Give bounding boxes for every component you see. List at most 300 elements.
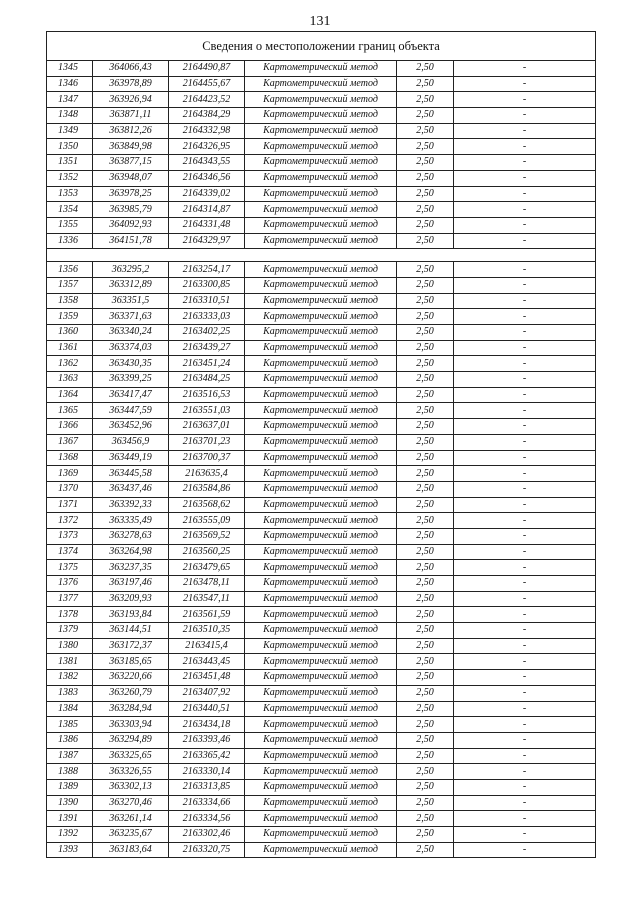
accuracy-cell: 2,50 bbox=[397, 434, 454, 450]
point-number-cell: 1372 bbox=[47, 513, 93, 529]
x-coordinate-cell: 363948,07 bbox=[93, 170, 169, 186]
table-row bbox=[47, 419, 596, 435]
method-cell: Картометрический метод bbox=[245, 277, 397, 293]
table-row bbox=[47, 372, 596, 388]
accuracy-cell: 2,50 bbox=[397, 372, 454, 388]
description-cell: - bbox=[454, 217, 596, 233]
x-coordinate-cell: 363392,33 bbox=[93, 497, 169, 513]
point-number-cell: 1378 bbox=[47, 607, 93, 623]
accuracy-cell: 2,50 bbox=[397, 466, 454, 482]
y-coordinate-cell: 2163334,66 bbox=[169, 795, 245, 811]
table-row bbox=[47, 233, 596, 249]
x-coordinate-cell: 364151,78 bbox=[93, 233, 169, 249]
point-number-cell: 1361 bbox=[47, 340, 93, 356]
method-cell: Картометрический метод bbox=[245, 419, 397, 435]
method-cell: Картометрический метод bbox=[245, 811, 397, 827]
boundary-coordinates-table bbox=[46, 31, 596, 858]
point-number-cell: 1374 bbox=[47, 544, 93, 560]
x-coordinate-cell: 363183,64 bbox=[93, 842, 169, 858]
accuracy-cell: 2,50 bbox=[397, 233, 454, 249]
accuracy-cell: 2,50 bbox=[397, 717, 454, 733]
accuracy-cell: 2,50 bbox=[397, 701, 454, 717]
y-coordinate-cell: 2163516,53 bbox=[169, 387, 245, 403]
table-row bbox=[47, 325, 596, 341]
method-cell: Картометрический метод bbox=[245, 466, 397, 482]
table-row bbox=[47, 685, 596, 701]
method-cell: Картометрический метод bbox=[245, 654, 397, 670]
table-row bbox=[47, 654, 596, 670]
y-coordinate-cell: 2163478,11 bbox=[169, 576, 245, 592]
point-number-cell: 1393 bbox=[47, 842, 93, 858]
table-row bbox=[47, 528, 596, 544]
method-cell: Картометрический метод bbox=[245, 685, 397, 701]
accuracy-cell: 2,50 bbox=[397, 748, 454, 764]
description-cell: - bbox=[454, 340, 596, 356]
table-row bbox=[47, 607, 596, 623]
y-coordinate-cell: 2164490,87 bbox=[169, 61, 245, 77]
table-row bbox=[47, 701, 596, 717]
x-coordinate-cell: 363437,46 bbox=[93, 481, 169, 497]
table-row bbox=[47, 356, 596, 372]
table-row bbox=[47, 717, 596, 733]
description-cell: - bbox=[454, 513, 596, 529]
y-coordinate-cell: 2163300,85 bbox=[169, 277, 245, 293]
method-cell: Картометрический метод bbox=[245, 764, 397, 780]
description-cell: - bbox=[454, 123, 596, 139]
method-cell: Картометрический метод bbox=[245, 513, 397, 529]
point-number-cell: 1376 bbox=[47, 576, 93, 592]
accuracy-cell: 2,50 bbox=[397, 497, 454, 513]
y-coordinate-cell: 2163333,03 bbox=[169, 309, 245, 325]
y-coordinate-cell: 2164326,95 bbox=[169, 139, 245, 155]
description-cell: - bbox=[454, 811, 596, 827]
x-coordinate-cell: 363261,14 bbox=[93, 811, 169, 827]
point-number-cell: 1379 bbox=[47, 623, 93, 639]
point-number-cell: 1392 bbox=[47, 827, 93, 843]
method-cell: Картометрический метод bbox=[245, 701, 397, 717]
description-cell: - bbox=[454, 155, 596, 171]
description-cell: - bbox=[454, 528, 596, 544]
x-coordinate-cell: 363197,46 bbox=[93, 576, 169, 592]
table-row bbox=[47, 513, 596, 529]
x-coordinate-cell: 363294,89 bbox=[93, 732, 169, 748]
method-cell: Картометрический метод bbox=[245, 434, 397, 450]
accuracy-cell: 2,50 bbox=[397, 576, 454, 592]
method-cell: Картометрический метод bbox=[245, 497, 397, 513]
method-cell: Картометрический метод bbox=[245, 481, 397, 497]
method-cell: Картометрический метод bbox=[245, 623, 397, 639]
y-coordinate-cell: 2163402,25 bbox=[169, 325, 245, 341]
y-coordinate-cell: 2164423,52 bbox=[169, 92, 245, 108]
table-row bbox=[47, 638, 596, 654]
y-coordinate-cell: 2163407,92 bbox=[169, 685, 245, 701]
method-cell: Картометрический метод bbox=[245, 217, 397, 233]
accuracy-cell: 2,50 bbox=[397, 591, 454, 607]
accuracy-cell: 2,50 bbox=[397, 732, 454, 748]
x-coordinate-cell: 363985,79 bbox=[93, 202, 169, 218]
accuracy-cell: 2,50 bbox=[397, 139, 454, 155]
method-cell: Картометрический метод bbox=[245, 528, 397, 544]
y-coordinate-cell: 2163637,01 bbox=[169, 419, 245, 435]
x-coordinate-cell: 363926,94 bbox=[93, 92, 169, 108]
description-cell: - bbox=[454, 544, 596, 560]
point-number-cell: 1358 bbox=[47, 293, 93, 309]
description-cell: - bbox=[454, 170, 596, 186]
x-coordinate-cell: 363374,03 bbox=[93, 340, 169, 356]
y-coordinate-cell: 2163330,14 bbox=[169, 764, 245, 780]
y-coordinate-cell: 2163551,03 bbox=[169, 403, 245, 419]
method-cell: Картометрический метод bbox=[245, 309, 397, 325]
table-row bbox=[47, 262, 596, 278]
method-cell: Картометрический метод bbox=[245, 779, 397, 795]
table-row bbox=[47, 779, 596, 795]
description-cell: - bbox=[454, 560, 596, 576]
method-cell: Картометрический метод bbox=[245, 403, 397, 419]
method-cell: Картометрический метод bbox=[245, 233, 397, 249]
accuracy-cell: 2,50 bbox=[397, 450, 454, 466]
accuracy-cell: 2,50 bbox=[397, 202, 454, 218]
method-cell: Картометрический метод bbox=[245, 576, 397, 592]
method-cell: Картометрический метод bbox=[245, 61, 397, 77]
method-cell: Картометрический метод bbox=[245, 92, 397, 108]
table-row bbox=[47, 277, 596, 293]
y-coordinate-cell: 2163561,59 bbox=[169, 607, 245, 623]
accuracy-cell: 2,50 bbox=[397, 779, 454, 795]
y-coordinate-cell: 2163415,4 bbox=[169, 638, 245, 654]
description-cell: - bbox=[454, 779, 596, 795]
boundary-table-container bbox=[46, 31, 595, 858]
point-number-cell: 1382 bbox=[47, 670, 93, 686]
accuracy-cell: 2,50 bbox=[397, 293, 454, 309]
method-cell: Картометрический метод bbox=[245, 139, 397, 155]
y-coordinate-cell: 2164329,97 bbox=[169, 233, 245, 249]
accuracy-cell: 2,50 bbox=[397, 325, 454, 341]
point-number-cell: 1349 bbox=[47, 123, 93, 139]
description-cell: - bbox=[454, 262, 596, 278]
description-cell: - bbox=[454, 764, 596, 780]
point-number-cell: 1353 bbox=[47, 186, 93, 202]
method-cell: Картометрический метод bbox=[245, 340, 397, 356]
x-coordinate-cell: 363284,94 bbox=[93, 701, 169, 717]
x-coordinate-cell: 363978,25 bbox=[93, 186, 169, 202]
point-number-cell: 1383 bbox=[47, 685, 93, 701]
accuracy-cell: 2,50 bbox=[397, 419, 454, 435]
point-number-cell: 1391 bbox=[47, 811, 93, 827]
description-cell: - bbox=[454, 827, 596, 843]
x-coordinate-cell: 363877,15 bbox=[93, 155, 169, 171]
table-row bbox=[47, 576, 596, 592]
x-coordinate-cell: 363456,9 bbox=[93, 434, 169, 450]
accuracy-cell: 2,50 bbox=[397, 827, 454, 843]
table-title: Сведения о местоположении границ объекта bbox=[47, 32, 596, 61]
method-cell: Картометрический метод bbox=[245, 748, 397, 764]
point-number-cell: 1363 bbox=[47, 372, 93, 388]
point-number-cell: 1336 bbox=[47, 233, 93, 249]
method-cell: Картометрический метод bbox=[245, 108, 397, 124]
point-number-cell: 1375 bbox=[47, 560, 93, 576]
method-cell: Картометрический метод bbox=[245, 202, 397, 218]
table-row bbox=[47, 764, 596, 780]
table-row bbox=[47, 387, 596, 403]
table-row bbox=[47, 811, 596, 827]
method-cell: Картометрический метод bbox=[245, 591, 397, 607]
point-number-cell: 1385 bbox=[47, 717, 93, 733]
table-row bbox=[47, 481, 596, 497]
y-coordinate-cell: 2164339,02 bbox=[169, 186, 245, 202]
description-cell: - bbox=[454, 233, 596, 249]
table-body bbox=[47, 32, 596, 858]
y-coordinate-cell: 2163440,51 bbox=[169, 701, 245, 717]
method-cell: Картометрический метод bbox=[245, 607, 397, 623]
accuracy-cell: 2,50 bbox=[397, 544, 454, 560]
accuracy-cell: 2,50 bbox=[397, 685, 454, 701]
accuracy-cell: 2,50 bbox=[397, 607, 454, 623]
accuracy-cell: 2,50 bbox=[397, 513, 454, 529]
table-row bbox=[47, 795, 596, 811]
x-coordinate-cell: 363185,65 bbox=[93, 654, 169, 670]
accuracy-cell: 2,50 bbox=[397, 764, 454, 780]
description-cell: - bbox=[454, 61, 596, 77]
table-row bbox=[47, 139, 596, 155]
point-number-cell: 1370 bbox=[47, 481, 93, 497]
y-coordinate-cell: 2164331,48 bbox=[169, 217, 245, 233]
description-cell: - bbox=[454, 795, 596, 811]
description-cell: - bbox=[454, 748, 596, 764]
accuracy-cell: 2,50 bbox=[397, 560, 454, 576]
description-cell: - bbox=[454, 309, 596, 325]
table-row bbox=[47, 61, 596, 77]
point-number-cell: 1366 bbox=[47, 419, 93, 435]
table-row bbox=[47, 309, 596, 325]
description-cell: - bbox=[454, 139, 596, 155]
table-row bbox=[47, 434, 596, 450]
description-cell: - bbox=[454, 325, 596, 341]
y-coordinate-cell: 2163302,46 bbox=[169, 827, 245, 843]
accuracy-cell: 2,50 bbox=[397, 387, 454, 403]
x-coordinate-cell: 363445,58 bbox=[93, 466, 169, 482]
accuracy-cell: 2,50 bbox=[397, 670, 454, 686]
table-row bbox=[47, 827, 596, 843]
x-coordinate-cell: 363144,51 bbox=[93, 623, 169, 639]
accuracy-cell: 2,50 bbox=[397, 108, 454, 124]
point-number-cell: 1384 bbox=[47, 701, 93, 717]
description-cell: - bbox=[454, 481, 596, 497]
accuracy-cell: 2,50 bbox=[397, 217, 454, 233]
x-coordinate-cell: 363340,24 bbox=[93, 325, 169, 341]
y-coordinate-cell: 2163547,11 bbox=[169, 591, 245, 607]
method-cell: Картометрический метод bbox=[245, 123, 397, 139]
y-coordinate-cell: 2163254,17 bbox=[169, 262, 245, 278]
y-coordinate-cell: 2164346,56 bbox=[169, 170, 245, 186]
accuracy-cell: 2,50 bbox=[397, 262, 454, 278]
y-coordinate-cell: 2163393,46 bbox=[169, 732, 245, 748]
x-coordinate-cell: 363449,19 bbox=[93, 450, 169, 466]
accuracy-cell: 2,50 bbox=[397, 309, 454, 325]
table-row bbox=[47, 217, 596, 233]
description-cell: - bbox=[454, 576, 596, 592]
y-coordinate-cell: 2163584,86 bbox=[169, 481, 245, 497]
x-coordinate-cell: 363452,96 bbox=[93, 419, 169, 435]
table-title-row bbox=[47, 32, 596, 61]
point-number-cell: 1346 bbox=[47, 76, 93, 92]
description-cell: - bbox=[454, 591, 596, 607]
description-cell: - bbox=[454, 403, 596, 419]
y-coordinate-cell: 2163439,27 bbox=[169, 340, 245, 356]
y-coordinate-cell: 2164314,87 bbox=[169, 202, 245, 218]
accuracy-cell: 2,50 bbox=[397, 155, 454, 171]
point-number-cell: 1371 bbox=[47, 497, 93, 513]
table-row bbox=[47, 170, 596, 186]
method-cell: Картометрический метод bbox=[245, 356, 397, 372]
description-cell: - bbox=[454, 372, 596, 388]
table-row bbox=[47, 591, 596, 607]
y-coordinate-cell: 2163555,09 bbox=[169, 513, 245, 529]
description-cell: - bbox=[454, 654, 596, 670]
x-coordinate-cell: 364092,93 bbox=[93, 217, 169, 233]
table-row bbox=[47, 623, 596, 639]
point-number-cell: 1345 bbox=[47, 61, 93, 77]
accuracy-cell: 2,50 bbox=[397, 277, 454, 293]
y-coordinate-cell: 2163568,62 bbox=[169, 497, 245, 513]
description-cell: - bbox=[454, 76, 596, 92]
x-coordinate-cell: 363220,66 bbox=[93, 670, 169, 686]
point-number-cell: 1367 bbox=[47, 434, 93, 450]
x-coordinate-cell: 363278,63 bbox=[93, 528, 169, 544]
page-number: 131 bbox=[309, 14, 331, 29]
y-coordinate-cell: 2163320,75 bbox=[169, 842, 245, 858]
point-number-cell: 1386 bbox=[47, 732, 93, 748]
description-cell: - bbox=[454, 419, 596, 435]
table-row bbox=[47, 466, 596, 482]
method-cell: Картометрический метод bbox=[245, 325, 397, 341]
description-cell: - bbox=[454, 92, 596, 108]
x-coordinate-cell: 363264,98 bbox=[93, 544, 169, 560]
table-row bbox=[47, 544, 596, 560]
x-coordinate-cell: 363326,55 bbox=[93, 764, 169, 780]
method-cell: Картометрический метод bbox=[245, 670, 397, 686]
accuracy-cell: 2,50 bbox=[397, 170, 454, 186]
x-coordinate-cell: 363235,67 bbox=[93, 827, 169, 843]
method-cell: Картометрический метод bbox=[245, 262, 397, 278]
table-row bbox=[47, 670, 596, 686]
point-number-cell: 1380 bbox=[47, 638, 93, 654]
point-number-cell: 1352 bbox=[47, 170, 93, 186]
description-cell: - bbox=[454, 732, 596, 748]
x-coordinate-cell: 363270,46 bbox=[93, 795, 169, 811]
y-coordinate-cell: 2163569,52 bbox=[169, 528, 245, 544]
x-coordinate-cell: 363430,35 bbox=[93, 356, 169, 372]
x-coordinate-cell: 363172,37 bbox=[93, 638, 169, 654]
point-number-cell: 1357 bbox=[47, 277, 93, 293]
description-cell: - bbox=[454, 202, 596, 218]
accuracy-cell: 2,50 bbox=[397, 795, 454, 811]
accuracy-cell: 2,50 bbox=[397, 481, 454, 497]
method-cell: Картометрический метод bbox=[245, 827, 397, 843]
description-cell: - bbox=[454, 108, 596, 124]
x-coordinate-cell: 363295,2 bbox=[93, 262, 169, 278]
description-cell: - bbox=[454, 701, 596, 717]
description-cell: - bbox=[454, 356, 596, 372]
accuracy-cell: 2,50 bbox=[397, 654, 454, 670]
point-number-cell: 1364 bbox=[47, 387, 93, 403]
y-coordinate-cell: 2163434,18 bbox=[169, 717, 245, 733]
method-cell: Картометрический метод bbox=[245, 795, 397, 811]
point-number-cell: 1373 bbox=[47, 528, 93, 544]
method-cell: Картометрический метод bbox=[245, 186, 397, 202]
y-coordinate-cell: 2163484,25 bbox=[169, 372, 245, 388]
method-cell: Картометрический метод bbox=[245, 387, 397, 403]
description-cell: - bbox=[454, 685, 596, 701]
accuracy-cell: 2,50 bbox=[397, 842, 454, 858]
point-number-cell: 1369 bbox=[47, 466, 93, 482]
point-number-cell: 1350 bbox=[47, 139, 93, 155]
point-number-cell: 1356 bbox=[47, 262, 93, 278]
y-coordinate-cell: 2163479,65 bbox=[169, 560, 245, 576]
accuracy-cell: 2,50 bbox=[397, 811, 454, 827]
point-number-cell: 1365 bbox=[47, 403, 93, 419]
table-row bbox=[47, 497, 596, 513]
description-cell: - bbox=[454, 638, 596, 654]
x-coordinate-cell: 363351,5 bbox=[93, 293, 169, 309]
table-row bbox=[47, 108, 596, 124]
table-row bbox=[47, 293, 596, 309]
x-coordinate-cell: 363399,25 bbox=[93, 372, 169, 388]
description-cell: - bbox=[454, 717, 596, 733]
y-coordinate-cell: 2163451,24 bbox=[169, 356, 245, 372]
accuracy-cell: 2,50 bbox=[397, 403, 454, 419]
y-coordinate-cell: 2164332,98 bbox=[169, 123, 245, 139]
accuracy-cell: 2,50 bbox=[397, 623, 454, 639]
point-number-cell: 1390 bbox=[47, 795, 93, 811]
y-coordinate-cell: 2164455,67 bbox=[169, 76, 245, 92]
table-row bbox=[47, 202, 596, 218]
method-cell: Картометрический метод bbox=[245, 293, 397, 309]
method-cell: Картометрический метод bbox=[245, 842, 397, 858]
y-coordinate-cell: 2163451,48 bbox=[169, 670, 245, 686]
point-number-cell: 1348 bbox=[47, 108, 93, 124]
x-coordinate-cell: 363302,13 bbox=[93, 779, 169, 795]
y-coordinate-cell: 2163510,35 bbox=[169, 623, 245, 639]
group-separator-cell bbox=[47, 249, 596, 262]
table-row bbox=[47, 560, 596, 576]
table-row bbox=[47, 155, 596, 171]
method-cell: Картометрический метод bbox=[245, 560, 397, 576]
point-number-cell: 1388 bbox=[47, 764, 93, 780]
x-coordinate-cell: 363371,63 bbox=[93, 309, 169, 325]
point-number-cell: 1351 bbox=[47, 155, 93, 171]
y-coordinate-cell: 2163635,4 bbox=[169, 466, 245, 482]
table-row bbox=[47, 732, 596, 748]
table-row bbox=[47, 450, 596, 466]
x-coordinate-cell: 363237,35 bbox=[93, 560, 169, 576]
x-coordinate-cell: 364066,43 bbox=[93, 61, 169, 77]
method-cell: Картометрический метод bbox=[245, 450, 397, 466]
point-number-cell: 1347 bbox=[47, 92, 93, 108]
table-row bbox=[47, 123, 596, 139]
description-cell: - bbox=[454, 186, 596, 202]
x-coordinate-cell: 363417,47 bbox=[93, 387, 169, 403]
accuracy-cell: 2,50 bbox=[397, 356, 454, 372]
x-coordinate-cell: 363209,93 bbox=[93, 591, 169, 607]
x-coordinate-cell: 363447,59 bbox=[93, 403, 169, 419]
point-number-cell: 1359 bbox=[47, 309, 93, 325]
table-row bbox=[47, 92, 596, 108]
y-coordinate-cell: 2163443,45 bbox=[169, 654, 245, 670]
point-number-cell: 1354 bbox=[47, 202, 93, 218]
table-row bbox=[47, 748, 596, 764]
point-number-cell: 1360 bbox=[47, 325, 93, 341]
method-cell: Картометрический метод bbox=[245, 732, 397, 748]
